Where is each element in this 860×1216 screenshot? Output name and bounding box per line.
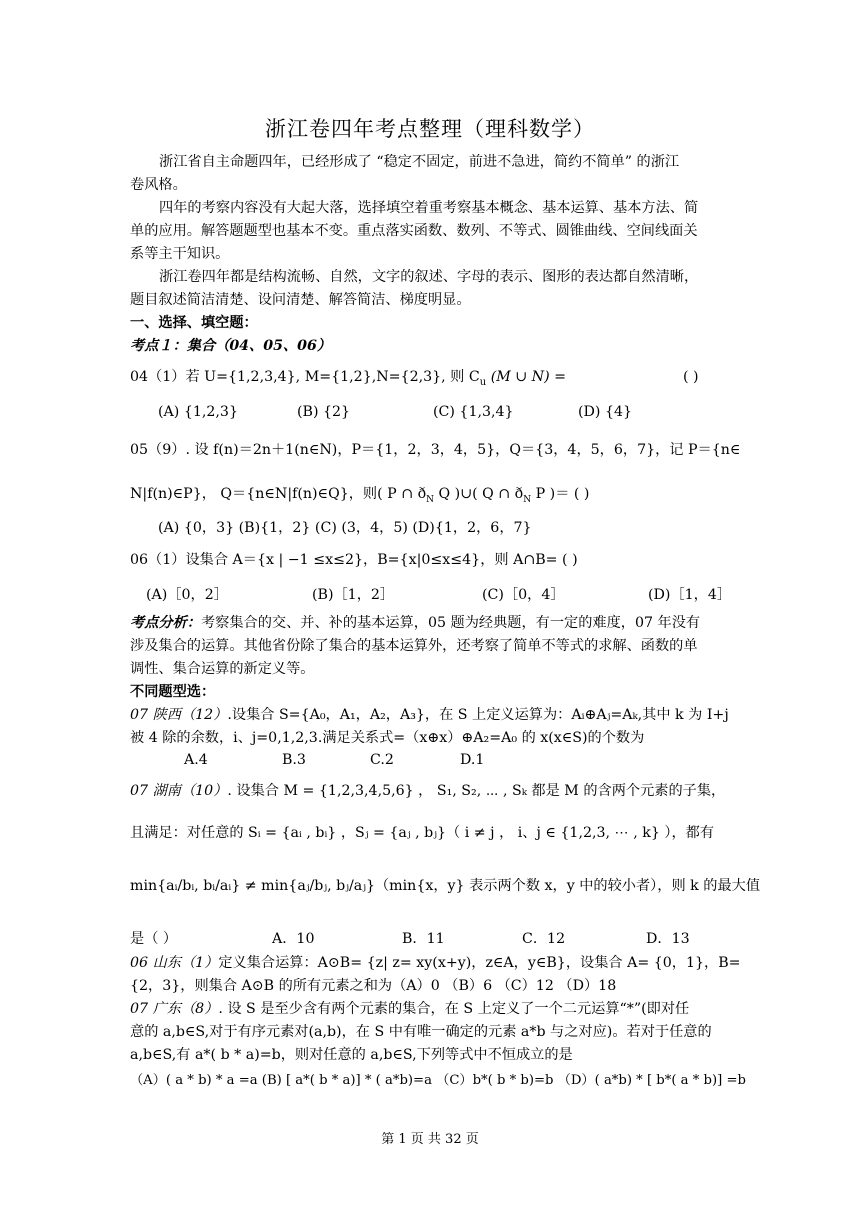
shaanxi-option-d: D.1 xyxy=(460,752,485,768)
q06-option-d: (D)［1，4］ xyxy=(648,587,732,603)
intro-line-5: 系等主干知识。 xyxy=(130,246,230,262)
analysis-line-2: 涉及集合的运算。其他省份除了集合的基本运算外，还考察了简单不等式的求解、函数的单 xyxy=(130,638,698,654)
q06-option-b: (B)［1，2］ xyxy=(312,587,395,603)
shandong-source: 06 山东（1） xyxy=(130,955,219,971)
guangdong-line-1 xyxy=(130,999,689,1019)
page-title: 浙江卷四年考点整理（理科数学） xyxy=(265,117,595,141)
q04-answer-paren: ( ) xyxy=(683,369,699,385)
q05-line-2c: P )＝ ( ) xyxy=(531,486,590,502)
shaanxi-option-a: A.4 xyxy=(184,752,208,768)
hunan-option-c: C．12 xyxy=(522,931,566,947)
kaodian-heading: 考点１：集合（04、05、06） xyxy=(130,338,332,354)
guangdong-source: 07 广东（8） xyxy=(130,1001,219,1017)
shaanxi-text-1: .设集合 S={A₀，A₁，A₂，A₃}，在 S 上定义运算为：Aᵢ⊕Aⱼ=Aₖ,其中 k 为 I+j xyxy=(227,707,729,723)
intro-line-1: 浙江省自主命题四年，已经形成了 “稳定不固定，前进不急进，简约不简单” 的浙江 xyxy=(159,154,680,170)
hunan-option-a: A．10 xyxy=(272,931,315,947)
q06-option-a: (A)［0，2］ xyxy=(146,587,228,603)
hunan-line-1 xyxy=(130,781,725,801)
hunan-text-1: . 设集合 M = {1,2,3,4,5,6} ， S₁, S₂, ⋯ , Sₖ 都是 M 的含两个元素的子集， xyxy=(227,783,726,799)
shaanxi-source: 07 陕西（12） xyxy=(130,707,228,723)
guangdong-text-1: . 设 S 是至少含有两个元素的集合，在 S 上定义了一个二元运算“*”(即对任 xyxy=(218,1001,690,1017)
guangdong-line-3: a,b∈S,有 a*( b * a)=b，则对任意的 a,b∈S,下列等式中不恒成立的是 xyxy=(130,1047,573,1063)
analysis-line-1 xyxy=(130,613,700,633)
shandong-line-2: {2，3}，则集合 A⊙B 的所有元素之和为（A）0 （B）6 （C）12 （D）18 xyxy=(130,978,617,994)
shandong-line-1 xyxy=(130,953,741,973)
q04-sub: u xyxy=(479,376,487,388)
q05-sub-n1: N xyxy=(426,494,435,505)
shaanxi-option-c: C.2 xyxy=(370,752,394,768)
guangdong-line-4: （A）( a * b) * a =a (B) [ a*( b * a)] * ( a*b)=a （C）b*( b * b)=b （D）( a*b) * [ b*( a * b)] =b xyxy=(130,1073,746,1088)
q05-sub-n2: N xyxy=(523,494,532,505)
page-footer: 第 1 页 共 32 页 xyxy=(381,1132,479,1147)
analysis-text-1: 考察集合的交、并、补的基本运算，05 题为经典题，有一定的难度，07 年没有 xyxy=(200,615,701,631)
q05-line-2b: Q )∪( Q ∩ ð xyxy=(434,486,524,502)
q04-stem-text: 04（1）若 U={1,2,3,4}, M={1,2},N={2,3}, 则 C xyxy=(130,369,480,385)
q04-option-c: (C) {1,3,4} xyxy=(433,404,514,420)
hunan-line-2: 且满足：对任意的 Sᵢ = {aᵢ , bᵢ} ，Sⱼ = {aⱼ , bⱼ}（ i ≠ j ， i、j ∈ {1,2,3, ⋯ , k} ），都有 xyxy=(130,825,715,841)
analysis-line-3: 调性、集合运算的新定义等。 xyxy=(130,661,315,677)
q06-option-c: (C)［0，4］ xyxy=(482,587,565,603)
intro-line-3: 四年的考察内容没有大起大落，选择填空着重考察基本概念、基本运算、基本方法、简 xyxy=(159,200,699,216)
q04-stem xyxy=(130,367,566,393)
q05-line-1: 05（9）. 设 f(n)＝2n＋1(n∈N)，P＝{1，2，3，4，5}，Q＝{3，4，5，6，7}，记 P＝{n∈ xyxy=(130,442,741,458)
intro-line-2: 卷风格。 xyxy=(130,177,187,193)
hunan-line-4: 是（ ） xyxy=(130,931,178,947)
analysis-label: 考点分析： xyxy=(130,615,201,631)
intro-line-7: 题目叙述简洁清楚、设问清楚、解答简洁、梯度明显。 xyxy=(130,292,471,308)
q05-line-2 xyxy=(130,484,589,510)
intro-line-4: 单的应用。解答题题型也基本不变。重点落实函数、数列、不等式、圆锥曲线、空间线面关 xyxy=(130,223,698,239)
hunan-line-3: min{aᵢ/bᵢ, bᵢ/aᵢ} ≠ min{aⱼ/bⱼ, bⱼ/aⱼ}（min{x，y} 表示两个数 x，y 中的较小者），则 k 的最大值 xyxy=(130,878,761,894)
hunan-source: 07 湖南（10） xyxy=(130,783,228,799)
q04-option-a: (A) {1,2,3} xyxy=(158,404,238,420)
section-heading: 一、选择、填空题： xyxy=(130,315,258,331)
intro-line-6: 浙江卷四年都是结构流畅、自然，文字的叙述、字母的表示、图形的表达都自然清晰， xyxy=(159,269,699,285)
guangdong-line-2: 意的 a,b∈S,对于有序元素对(a,b)，在 S 中有唯一确定的元素 a*b 与之对应)。若对于任意的 xyxy=(130,1024,712,1040)
q04-option-d: (D) {4} xyxy=(578,404,633,420)
shaanxi-line-1 xyxy=(130,705,729,725)
q04-option-b: (B) {2} xyxy=(297,404,351,420)
q06-stem: 06（1）设集合 A＝{x | −1 ≤x≤2}，B={x|0≤x≤4}，则 A∩B= ( ) xyxy=(130,552,578,568)
shandong-text-1: 定义集合运算：A⊙B= {z| z= xy(x+y)，z∈A，y∈B}，设集合 A= {0，1}，B= xyxy=(218,955,741,971)
hunan-option-b: B．11 xyxy=(402,931,445,947)
shaanxi-option-b: B.3 xyxy=(282,752,306,768)
q04-expr: (M ∪ N) = xyxy=(486,369,567,385)
q05-line-2a: N|f(n)∈P}， Q＝{n∈N|f(n)∈Q}，则( P ∩ ð xyxy=(130,486,427,502)
diff-heading: 不同题型选： xyxy=(130,684,216,700)
shaanxi-line-2: 被 4 除的余数，i、j=0,1,2,3.满足关系式=（x⊕x）⊕A₂=A₀ 的 x(x∈S)的个数为 xyxy=(130,730,645,746)
hunan-option-d: D．13 xyxy=(646,931,690,947)
q05-options: (A) {0，3} (B){1，2} (C) (3，4，5) (D){1，2，6，7} xyxy=(158,520,532,536)
